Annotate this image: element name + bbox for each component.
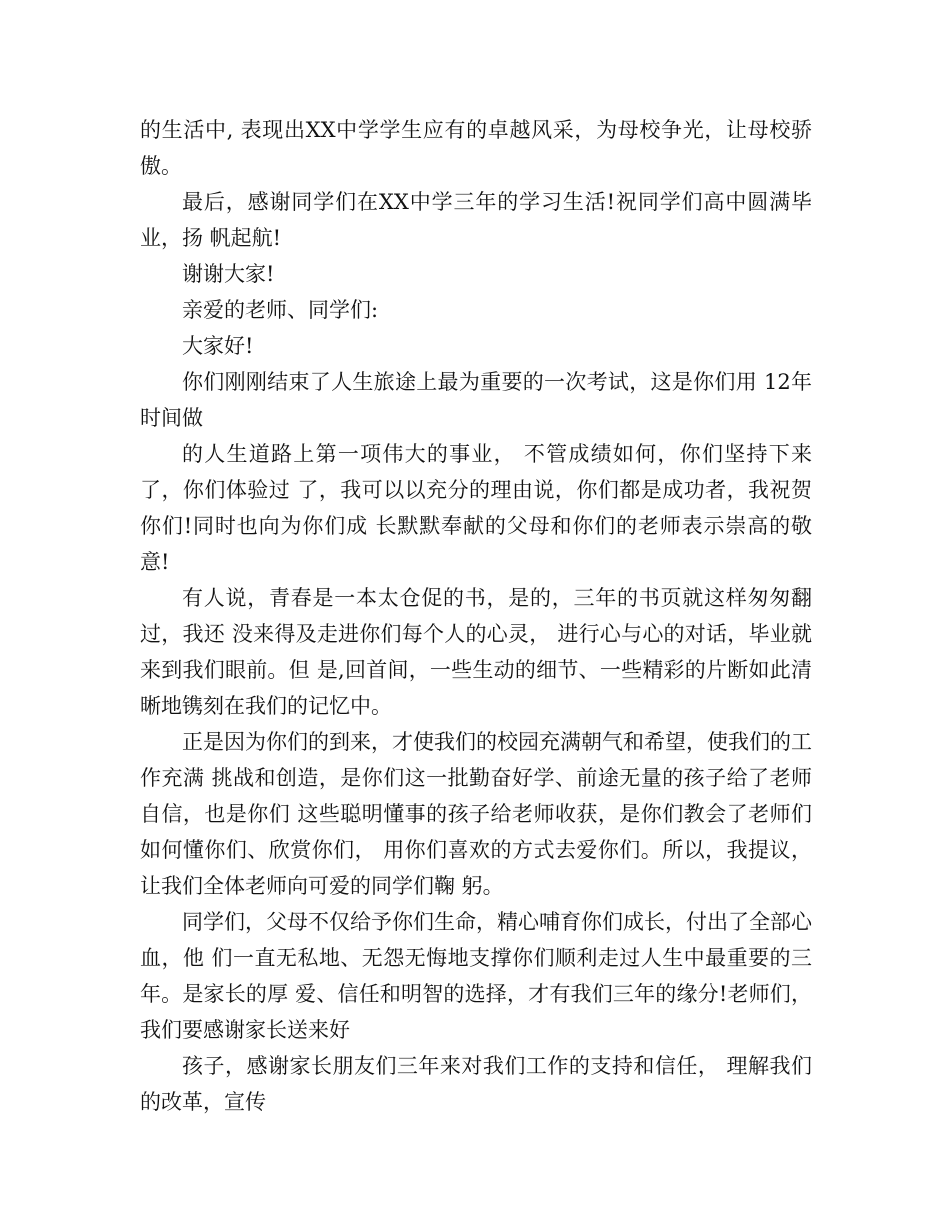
document-body xyxy=(140,112,812,1120)
paragraph-8: 有人说，青春是一本太仓促的书，是的，三年的书页就这样匆匆翻过，我还 没来得及走进你们每个人的心灵， 进行心与心的对话，毕业就来到我们眼前。但 是,回首间，一些生动的细节、一些精彩的片断如此清晰地镌刻在我们的记忆中。 xyxy=(140,586,812,718)
paragraph-7: 的人生道路上第一项伟大的事业， 不管成绩如何，你们坚持下来了，你们体验过 了，我可以以充分的理由说，你们都是成功者，我祝贺你们!同时也向为你们成 长默默奉献的父母和你们的老师表示崇高的敬意! xyxy=(140,442,812,574)
paragraph-10: 同学们，父母不仅给予你们生命，精心哺育你们成长，付出了全部心血，他 们一直无私地、无怨无悔地支撑你们顺利走过人生中最重要的三年。是家长的厚 爱、信任和明智的选择，才有我们三年的缘分!老师们，我们要感谢家长送来好 xyxy=(140,910,812,1042)
paragraph-3: 谢谢大家! xyxy=(182,262,275,286)
paragraph-4: 亲爱的老师、同学们: xyxy=(182,298,379,322)
paragraph-5: 大家好! xyxy=(182,334,254,358)
paragraph-11: 孩子，感谢家长朋友们三年来对我们工作的支持和信任， 理解我们的改革，宣传 xyxy=(140,1054,812,1114)
paragraph-1: 的生活中, 表现出XX中学学生应有的卓越风采，为母校争光，让母校骄傲。 xyxy=(140,118,812,178)
paragraph-9: 正是因为你们的到来，才使我们的校园充满朝气和希望，使我们的工作充满 挑战和创造，是你们这一批勤奋好学、前途无量的孩子给了老师自信，也是你们 这些聪明懂事的孩子给老师收获，是你们教会了老师们如何懂你们、欣赏你们， 用你们喜欢的方式去爱你们。所以，我提议，让我们全体老师向可爱的同学们鞠 躬。 xyxy=(140,730,812,898)
paragraph-6: 你们刚刚结束了人生旅途上最为重要的一次考试，这是你们用 12年时间做 xyxy=(140,370,812,430)
paragraph-2: 最后，感谢同学们在XX中学三年的学习生活!祝同学们高中圆满毕业，扬 帆起航! xyxy=(140,190,812,250)
